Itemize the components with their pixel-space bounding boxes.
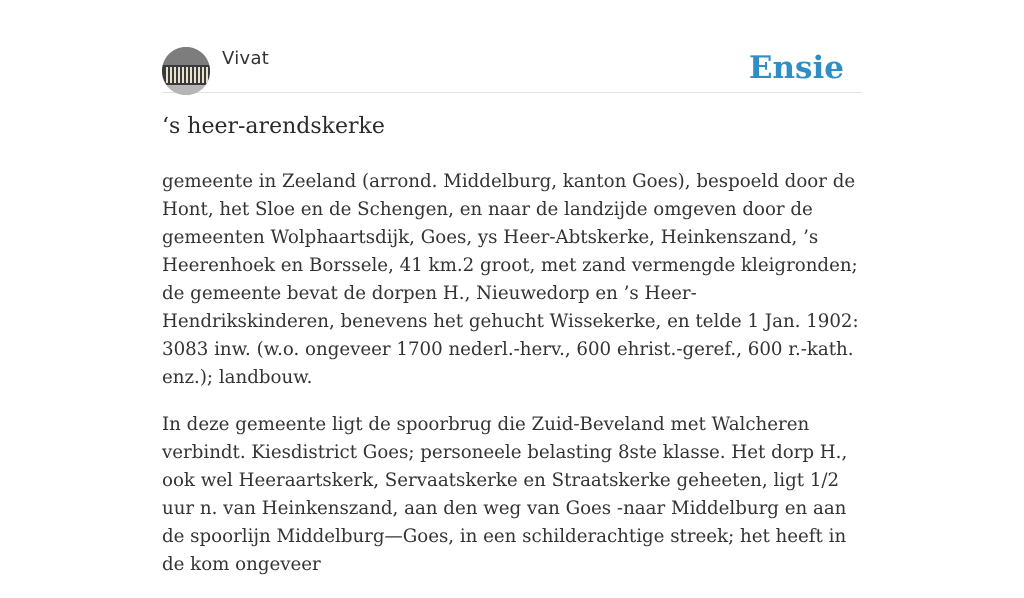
avatar-image-icon — [162, 47, 210, 95]
avatar[interactable] — [162, 47, 210, 95]
article-paragraph: In deze gemeente ligt de spoorbrug die Zuid-Beveland met Walcheren verbindt. Kiesdistrict Goes; personeele belasting 8ste klasse. Het dorp H., ook wel Heeraartskerk, Servaatskerke en Straatskerke geheeten, ligt 1/2 uur n. van Heinkenszand, aan den weg van Goes -naar Middelburg en aan de spoorlijn Middelburg—Goes, in een schilderachtige streek; het heeft in de kom ongeveer — [162, 414, 848, 575]
author-name[interactable]: Vivat — [222, 48, 270, 69]
article-paragraph: gemeente in Zeeland (arrond. Middelburg, kanton Goes), bespoeld door de Hont, het Sloe en de Schengen, en naar de landzijde omgeven door de gemeenten Wolphaartsdijk, Goes, ys Heer-Abtskerke, Heinkenszand, ’s Heerenhoek en Borssele, 41 km.2 groot, met zand vermengde kleigronden; de gemeente bevat de dorpen H., Nieuwedorp en ’s Heer-Hendrikskinderen, benevens het gehucht Wissekerke, en telde 1 Jan. 1902: 3083 inw. (w.o. ongeveer 1700 nederl.-herv., 600 ehrist.-geref., 600 r.-kath. enz.); landbouw. — [162, 171, 859, 388]
article-body — [162, 168, 862, 598]
article-title: ‘s heer-arendskerke — [162, 114, 385, 139]
brand-logo-link[interactable]: Ensie — [748, 50, 844, 86]
header — [162, 44, 862, 93]
